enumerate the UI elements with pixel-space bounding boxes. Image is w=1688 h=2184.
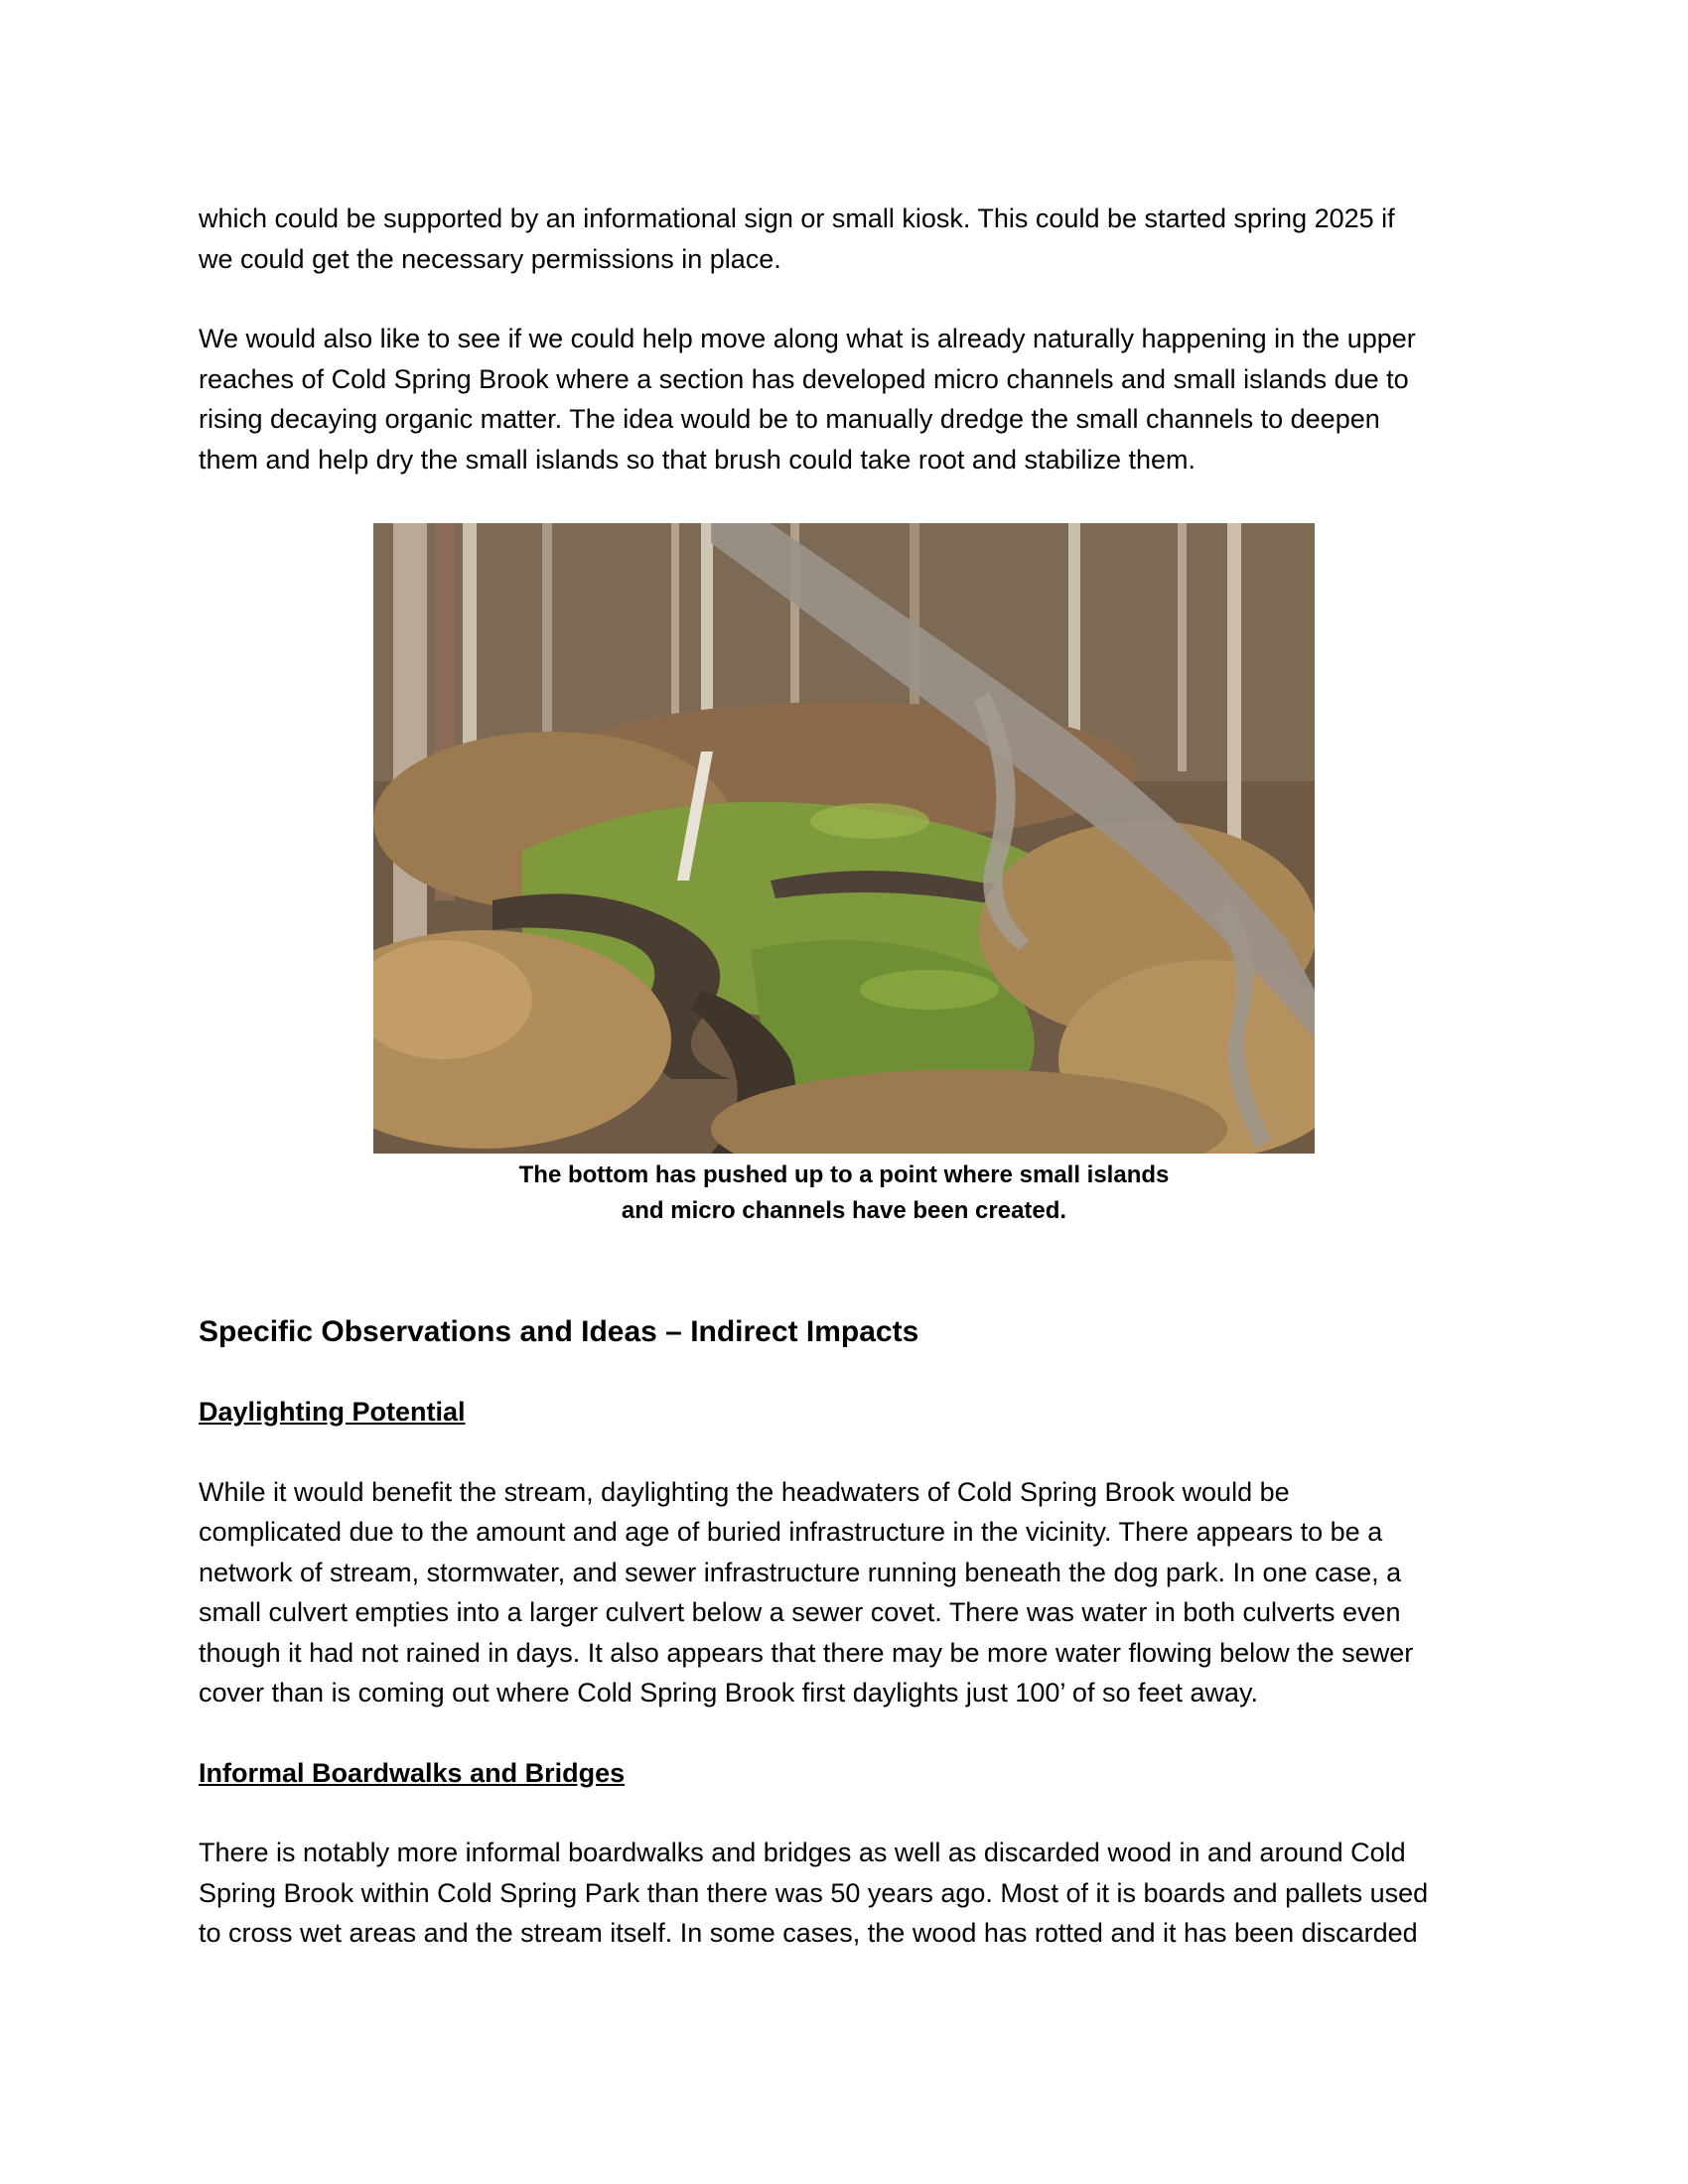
- text-line: we could get the necessary permissions in place.: [199, 243, 781, 274]
- daylighting-title: Daylighting Potential: [199, 1397, 466, 1427]
- text-line: complicated due to the amount and age of buried infrastructure in the vicinity. There appears to be a: [199, 1517, 1383, 1547]
- stream-photo: [373, 523, 1315, 1154]
- dredging-paragraph: [199, 319, 1489, 479]
- text-line: cover than is coming out where Cold Spring Brook first daylights just 100’ of so feet away.: [199, 1678, 1259, 1707]
- text-line: small culvert empties into a larger culvert below a sewer covet. There was water in both culverts even: [199, 1597, 1401, 1627]
- figure-caption: [199, 1158, 1489, 1229]
- text-line: to cross wet areas and the stream itself. In some cases, the wood has rotted and it has been discarded: [199, 1918, 1418, 1948]
- text-line: network of stream, stormwater, and sewer infrastructure running beneath the dog park. In one case, a: [199, 1557, 1402, 1587]
- caption-line: The bottom has pushed up to a point where small islands: [518, 1161, 1170, 1188]
- document-page: [199, 199, 1489, 1954]
- intro-paragraph: [199, 199, 1489, 279]
- text-line: There is notably more informal boardwalks and bridges as well as discarded wood in and around Cold: [199, 1838, 1406, 1867]
- text-line: rising decaying organic matter. The idea would be to manually dredge the small channels to deepen: [199, 404, 1380, 434]
- text-line: though it had not rained in days. It also appears that there may be more water flowing below the sewer: [199, 1637, 1414, 1668]
- text-line: which could be supported by an informational sign or small kiosk. This could be started spring 2025 if: [199, 204, 1395, 233]
- caption-line: and micro channels have been created.: [621, 1197, 1067, 1224]
- daylighting-paragraph: [199, 1472, 1489, 1713]
- text-line: While it would benefit the stream, daylighting the headwaters of Cold Spring Brook would be: [199, 1476, 1290, 1507]
- boardwalks-title: Informal Boardwalks and Bridges: [199, 1757, 626, 1788]
- text-line: Spring Brook within Cold Spring Park than there was 50 years ago. Most of it is boards and pallets used: [199, 1877, 1429, 1908]
- section-heading: Specific Observations and Ideas – Indirect Impacts: [199, 1315, 919, 1348]
- text-line: We would also like to see if we could help move along what is already naturally happening in the upper: [199, 324, 1416, 353]
- boardwalks-paragraph: [199, 1833, 1489, 1954]
- stream-figure: [199, 523, 1489, 1229]
- text-line: them and help dry the small islands so that brush could take root and stabilize them.: [199, 444, 1196, 475]
- text-line: reaches of Cold Spring Brook where a section has developed micro channels and small islands due to: [199, 363, 1409, 394]
